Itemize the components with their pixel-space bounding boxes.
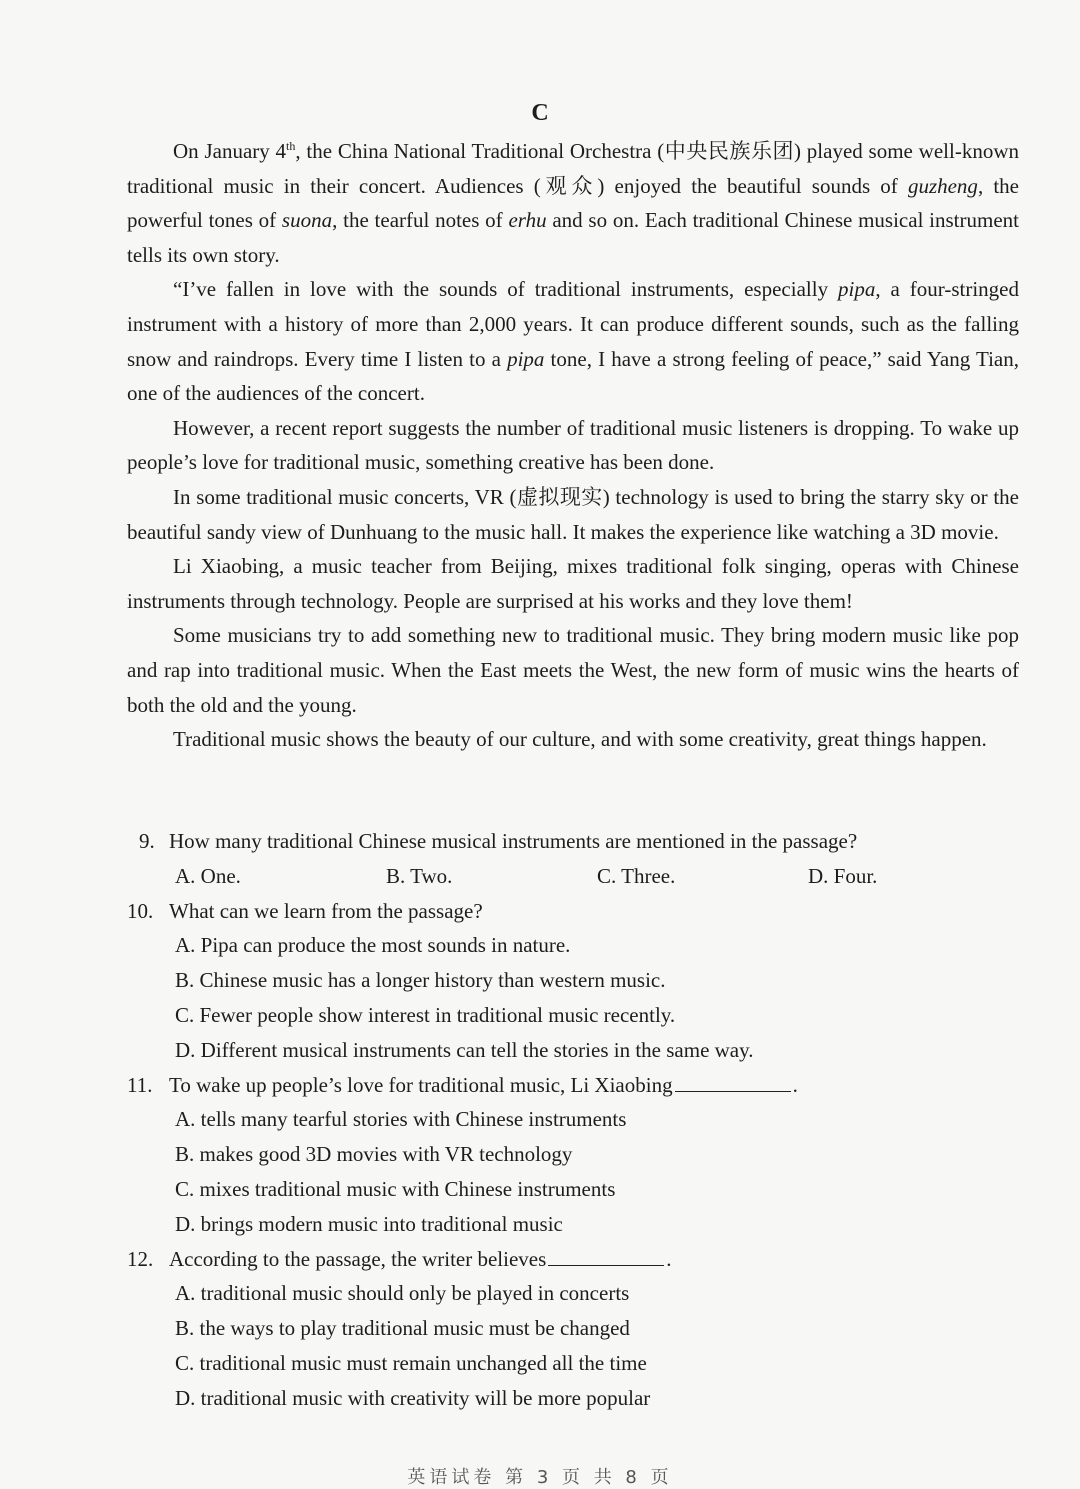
option-a[interactable]: A. tells many tearful stories with Chinese instruments	[175, 1107, 627, 1132]
paragraph-2	[127, 272, 1019, 410]
options-row	[127, 859, 1019, 894]
option-d[interactable]: D. brings modern music into traditional music	[175, 1211, 563, 1236]
p2-text-b: , a four-stringed instrument with a history of more than 2,000 years. It can produce different sounds, such as the falling snow and raindrops. Every time I listen to a	[127, 277, 1019, 371]
p1-text-c: , the powerful tones of	[127, 173, 1019, 233]
paragraph-6: Some musicians try to add something new to traditional music. They bring modern music like pop and rap into traditional music. When the East meets the West, the new form of music wins the hearts of both the old and the young.	[127, 623, 1019, 717]
answer-blank[interactable]	[548, 1247, 664, 1266]
option-b[interactable]: B. Two.	[386, 863, 453, 888]
option-b[interactable]: B. makes good 3D movies with VR technology	[175, 1142, 573, 1167]
p1-superscript: th	[286, 139, 296, 153]
p1-text-d: , the tearful notes of	[332, 208, 509, 233]
option-d[interactable]: D. traditional music with creativity will be more popular	[175, 1385, 651, 1410]
question-text: How many traditional Chinese musical instruments are mentioned in the passage?	[169, 829, 858, 853]
term-guzheng: guzheng	[907, 173, 978, 198]
question-stem	[127, 894, 1019, 929]
option-b[interactable]: B. Chinese music has a longer history than western music.	[175, 968, 666, 993]
question-list	[127, 824, 1019, 1416]
paragraph-7: Traditional music shows the beauty of our culture, and with some creativity, great things happen.	[173, 727, 987, 752]
page-footer: 英语试卷 第 3 页 共 8 页	[407, 1467, 673, 1488]
paragraph-1	[127, 134, 1019, 272]
question-text: What can we learn from the passage?	[169, 898, 483, 923]
reading-passage	[127, 134, 1019, 757]
option-c[interactable]: C. mixes traditional music with Chinese instruments	[175, 1176, 616, 1201]
option-a[interactable]: A. Pipa can produce the most sounds in nature.	[175, 933, 571, 958]
section-title: C	[531, 100, 549, 126]
term-pipa: pipa	[507, 346, 545, 371]
question-end-punct: .	[666, 1246, 672, 1271]
paragraph-4: In some traditional music concerts, VR (虚拟现实) technology is used to bring the starry sky or the beautiful sandy view of Dunhuang to the music hall. It makes the experience like watching a 3D movie.	[127, 484, 1019, 544]
question-10	[127, 894, 1019, 1068]
p1-text-b: , the China National Traditional Orchestra (中央民族乐团) played some well-known traditional music in their concert. Audiences (观众) enjoyed the beautiful sounds of	[127, 139, 1019, 198]
question-text: According to the passage, the writer believes	[169, 1246, 547, 1271]
p1-text-a: On January 4	[173, 139, 287, 163]
question-stem	[127, 1068, 1019, 1103]
option-d[interactable]: D. Four.	[808, 863, 878, 888]
question-number: 12.	[127, 1246, 154, 1271]
option-a[interactable]: A. One.	[175, 863, 241, 888]
option-c[interactable]: C. traditional music must remain unchanged all the time	[175, 1350, 647, 1375]
answer-blank[interactable]	[675, 1073, 791, 1092]
option-b[interactable]: B. the ways to play traditional music must be changed	[175, 1316, 630, 1341]
term-suona: suona	[281, 208, 333, 233]
p2-text-c: tone, I have a strong feeling of peace,” said Yang Tian, one of the audiences of the concert.	[127, 346, 1019, 406]
question-11	[127, 1068, 1019, 1242]
p2-text-a: “I’ve fallen in love with the sounds of traditional instruments, especially	[173, 277, 838, 302]
paragraph-5: Li Xiaobing, a music teacher from Beijing, mixes traditional folk singing, operas with Chinese instruments through technology. People are surprised at his works and they love them!	[127, 554, 1019, 613]
question-number: 11.	[127, 1072, 153, 1097]
question-end-punct: .	[792, 1072, 798, 1097]
question-number: 10.	[127, 898, 154, 923]
p1-text-e: and so on. Each traditional Chinese musical instrument tells its own story.	[127, 208, 1019, 267]
option-c[interactable]: C. Fewer people show interest in traditional music recently.	[175, 1002, 676, 1027]
question-stem	[127, 824, 1019, 859]
question-text: To wake up people’s love for traditional music, Li Xiaobing	[169, 1072, 673, 1097]
option-d[interactable]: D. Different musical instruments can tell the stories in the same way.	[175, 1037, 754, 1062]
term-pipa: pipa	[838, 277, 876, 302]
question-9	[127, 824, 1019, 894]
option-a[interactable]: A. traditional music should only be played in concerts	[175, 1281, 630, 1306]
question-stem	[127, 1242, 1019, 1277]
question-12	[127, 1242, 1019, 1416]
question-number: 9.	[139, 829, 155, 853]
term-erhu: erhu	[508, 208, 547, 233]
paragraph-3: However, a recent report suggests the number of traditional music listeners is dropping. To wake up people’s love for traditional music, something creative has been done.	[127, 415, 1019, 475]
option-c[interactable]: C. Three.	[597, 863, 676, 888]
